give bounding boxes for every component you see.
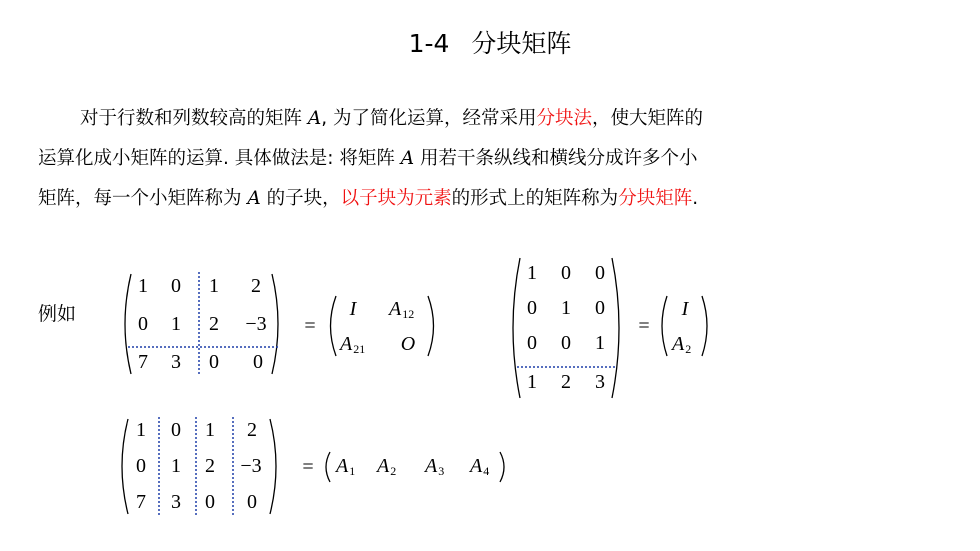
left-paren xyxy=(662,296,667,356)
right-paren xyxy=(270,419,276,514)
var-a: A xyxy=(247,188,261,209)
highlight-block-matrix: 分块矩阵 xyxy=(618,188,693,209)
var-a: A xyxy=(672,333,685,355)
matrix-cell: 1 xyxy=(527,371,537,393)
subscript: 2 xyxy=(390,464,397,478)
matrix-cell: 2 xyxy=(561,371,571,393)
matrix-cell: 1 xyxy=(209,275,219,297)
text-span: 用若干条纵线和横线分成许多个小 xyxy=(414,148,698,169)
text-span: 矩阵，每一个小矩阵称为 xyxy=(38,188,248,209)
matrix-cell: −3 xyxy=(240,455,262,477)
highlight-subblock-element: 以子块为元素 xyxy=(340,188,452,209)
var-a: A xyxy=(389,298,402,320)
example-label: 例如 xyxy=(38,303,77,325)
matrix-cell: 3 xyxy=(171,491,181,513)
subscript: 21 xyxy=(353,342,366,356)
right-paren xyxy=(702,296,707,356)
var-a: A xyxy=(400,148,415,169)
block-a1 xyxy=(336,455,366,479)
matrix-cell: 1 xyxy=(136,419,146,441)
matrix-cell: 7 xyxy=(136,491,146,513)
matrix-cell: 2 xyxy=(205,455,215,477)
matrix-cell: 1 xyxy=(171,313,181,335)
left-paren xyxy=(331,296,337,356)
left-paren xyxy=(125,274,131,374)
matrix-cell: 0 xyxy=(595,262,605,284)
matrix-cell: 0 xyxy=(527,297,537,319)
var-a: A xyxy=(425,455,438,477)
var-a: A xyxy=(377,455,390,477)
text-span: 对于行数和列数较高的矩阵 xyxy=(80,108,308,129)
block-zero: O xyxy=(400,333,416,355)
var-a: A xyxy=(470,455,483,477)
text-span: 的子块， xyxy=(260,188,341,209)
section-title: 分块矩阵 xyxy=(471,29,572,58)
subscript: 1 xyxy=(349,464,356,478)
highlight-block-method: 分块法 xyxy=(536,108,593,129)
section-number: 1-4 xyxy=(408,29,450,58)
matrix-cell: 1 xyxy=(171,455,181,477)
block-identity: I xyxy=(681,298,689,320)
matrix-cell: 1 xyxy=(561,297,571,319)
block-a12 xyxy=(389,298,429,322)
right-paren xyxy=(500,452,504,482)
matrix-cell: 0 xyxy=(136,455,146,477)
block-a4 xyxy=(470,455,500,479)
subscript: 12 xyxy=(402,307,415,321)
text-span: . xyxy=(692,188,699,209)
text-span: , 为了简化运算，经常采用 xyxy=(321,108,537,129)
matrix-cell: 0 xyxy=(561,262,571,284)
var-a: A xyxy=(336,455,349,477)
block-a2 xyxy=(377,455,407,479)
matrix-cell: 1 xyxy=(595,332,605,354)
left-paren xyxy=(513,258,520,398)
matrix-cell: 1 xyxy=(138,275,148,297)
equals-sign: = xyxy=(304,315,316,337)
text-span: 的形式上的矩阵称为 xyxy=(451,188,619,209)
matrix-cell: 3 xyxy=(595,371,605,393)
matrix-cell: 1 xyxy=(205,419,215,441)
equals-sign: = xyxy=(638,315,650,337)
matrix-cell: 2 xyxy=(247,419,257,441)
text-span: 运算化成小矩阵的运算. 具体做法是: 将矩阵 xyxy=(38,148,401,169)
matrix-cell: 0 xyxy=(527,332,537,354)
matrix-cell: 0 xyxy=(171,275,181,297)
equals-sign: = xyxy=(302,456,314,478)
matrix-cell: −3 xyxy=(245,313,267,335)
matrix-cell: 2 xyxy=(209,313,219,335)
matrix-cell: 0 xyxy=(561,332,571,354)
subscript: 2 xyxy=(685,342,692,356)
left-paren xyxy=(122,419,128,514)
var-a: A xyxy=(340,333,353,355)
matrix-cell: 0 xyxy=(247,491,257,513)
block-a3 xyxy=(425,455,455,479)
matrix-cell: 0 xyxy=(171,419,181,441)
matrix-cell: 7 xyxy=(138,351,148,373)
matrix-cell: 0 xyxy=(138,313,148,335)
subscript: 4 xyxy=(483,464,490,478)
matrix-cell: 2 xyxy=(251,275,261,297)
matrix-cell: 0 xyxy=(253,351,263,373)
text-span: ，使大矩阵的 xyxy=(592,108,704,129)
matrix-cell: 0 xyxy=(209,351,219,373)
right-paren xyxy=(612,258,619,398)
matrix-cell: 1 xyxy=(527,262,537,284)
matrix-cell: 0 xyxy=(595,297,605,319)
block-a2 xyxy=(672,333,702,357)
left-paren xyxy=(326,452,330,482)
var-a: A xyxy=(307,108,322,129)
matrix-cell: 0 xyxy=(205,491,215,513)
block-a21 xyxy=(340,333,380,357)
block-identity: I xyxy=(349,298,357,320)
matrix-cell: 3 xyxy=(171,351,181,373)
subscript: 3 xyxy=(438,464,445,478)
